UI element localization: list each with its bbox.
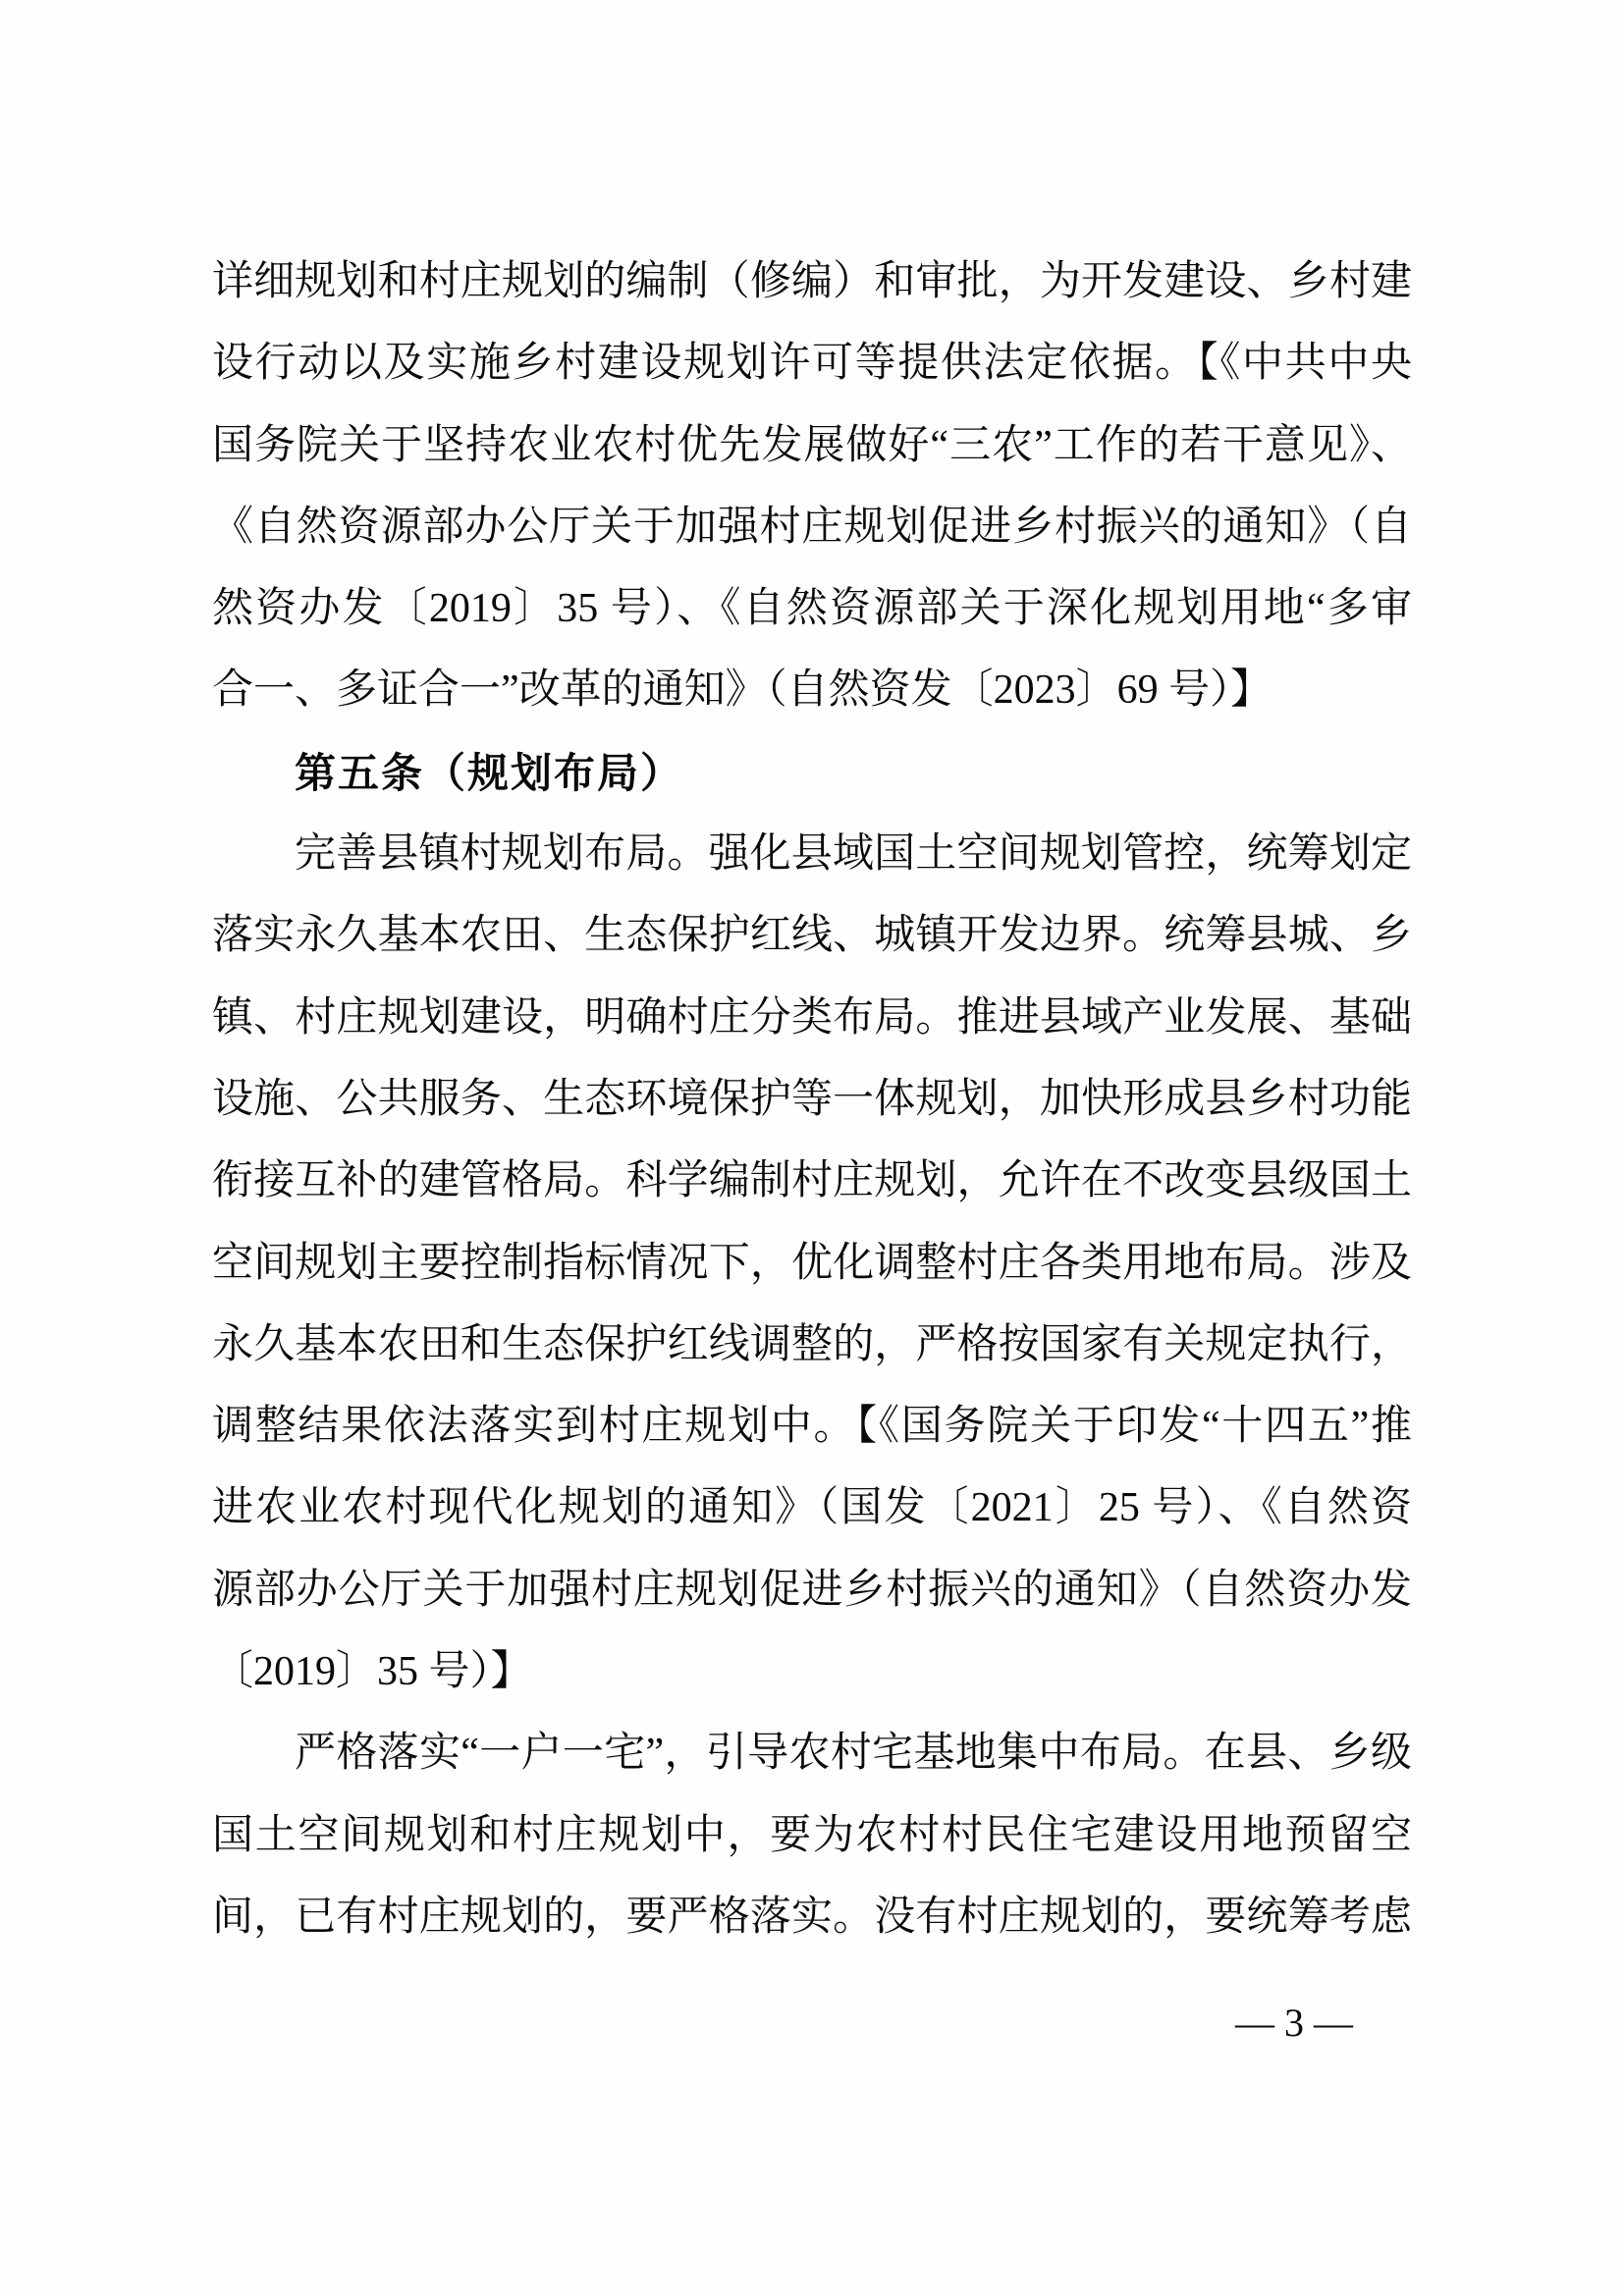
article-5-heading-line-1: 第五条（规划布局）: [295, 749, 684, 796]
paragraph-continuation-line-6: 合一、多证合一”改革的通知》（自然资发〔2023〕69 号）】: [212, 667, 1272, 714]
paragraph-planning-layout-line-9: 进农业农村现代化规划的通知》（国发〔2021〕25 号）、《自然资: [212, 1485, 1412, 1531]
paragraph-planning-layout-line-6: 空间规划主要控制指标情况下，优化调整村庄各类用地布局。涉及: [212, 1240, 1412, 1286]
paragraph-continuation-line-2: 设行动以及实施乡村建设规划许可等提供法定依据。【《中共中央: [212, 341, 1412, 387]
paragraph-one-household-one-homestead-line-3: 间，已有村庄规划的，要严格落实。没有村庄规划的，要统筹考虑: [212, 1894, 1412, 1940]
paragraph-planning-layout-line-1: 完善县镇村规划布局。强化县域国土空间规划管控，统筹划定: [295, 831, 1412, 878]
paragraph-planning-layout-line-7: 永久基本农田和生态保护红线调整的，严格按国家有关规定执行，: [212, 1321, 1412, 1367]
paragraph-continuation-line-5: 然资办发〔2019〕35 号）、《自然资源部关于深化规划用地“多审: [212, 586, 1412, 632]
paragraph-planning-layout-line-2: 落实永久基本农田、生态保护红线、城镇开发边界。统筹县城、乡: [212, 913, 1412, 959]
paragraph-continuation-line-4: 《自然资源部办公厅关于加强村庄规划促进乡村振兴的通知》（自: [212, 504, 1412, 550]
paragraph-planning-layout-line-3: 镇、村庄规划建设，明确村庄分类布局。推进县域产业发展、基础: [212, 994, 1412, 1041]
paragraph-planning-layout-line-8: 调整结果依法落实到村庄规划中。【《国务院关于印发“十四五”推: [212, 1404, 1412, 1450]
paragraph-continuation-line-3: 国务院关于坚持农业农村优先发展做好“三农”工作的若干意见》、: [212, 422, 1412, 468]
paragraph-planning-layout-line-5: 衔接互补的建管格局。科学编制村庄规划，允许在不改变县级国土: [212, 1158, 1412, 1204]
paragraph-planning-layout-line-10: 源部办公厅关于加强村庄规划促进乡村振兴的通知》（自然资办发: [212, 1567, 1412, 1613]
paragraph-one-household-one-homestead-line-1: 严格落实“一户一宅”，引导农村宅基地集中布局。在县、乡级: [295, 1731, 1412, 1777]
paragraph-continuation-line-1: 详细规划和村庄规划的编制（修编）和审批，为开发建设、乡村建: [212, 259, 1412, 304]
text-block: [212, 241, 1412, 1958]
paragraph-one-household-one-homestead-line-2: 国土空间规划和村庄规划中，要为农村村民住宅建设用地预留空: [212, 1812, 1412, 1858]
page-footer: [1235, 1999, 1412, 2048]
page-number: — 3 —: [1235, 2001, 1353, 2045]
paragraph-planning-layout-line-11: 〔2019〕35 号）】: [212, 1649, 532, 1695]
paragraph-planning-layout-line-4: 设施、公共服务、生态环境保护等一体规划，加快形成县乡村功能: [212, 1076, 1412, 1122]
